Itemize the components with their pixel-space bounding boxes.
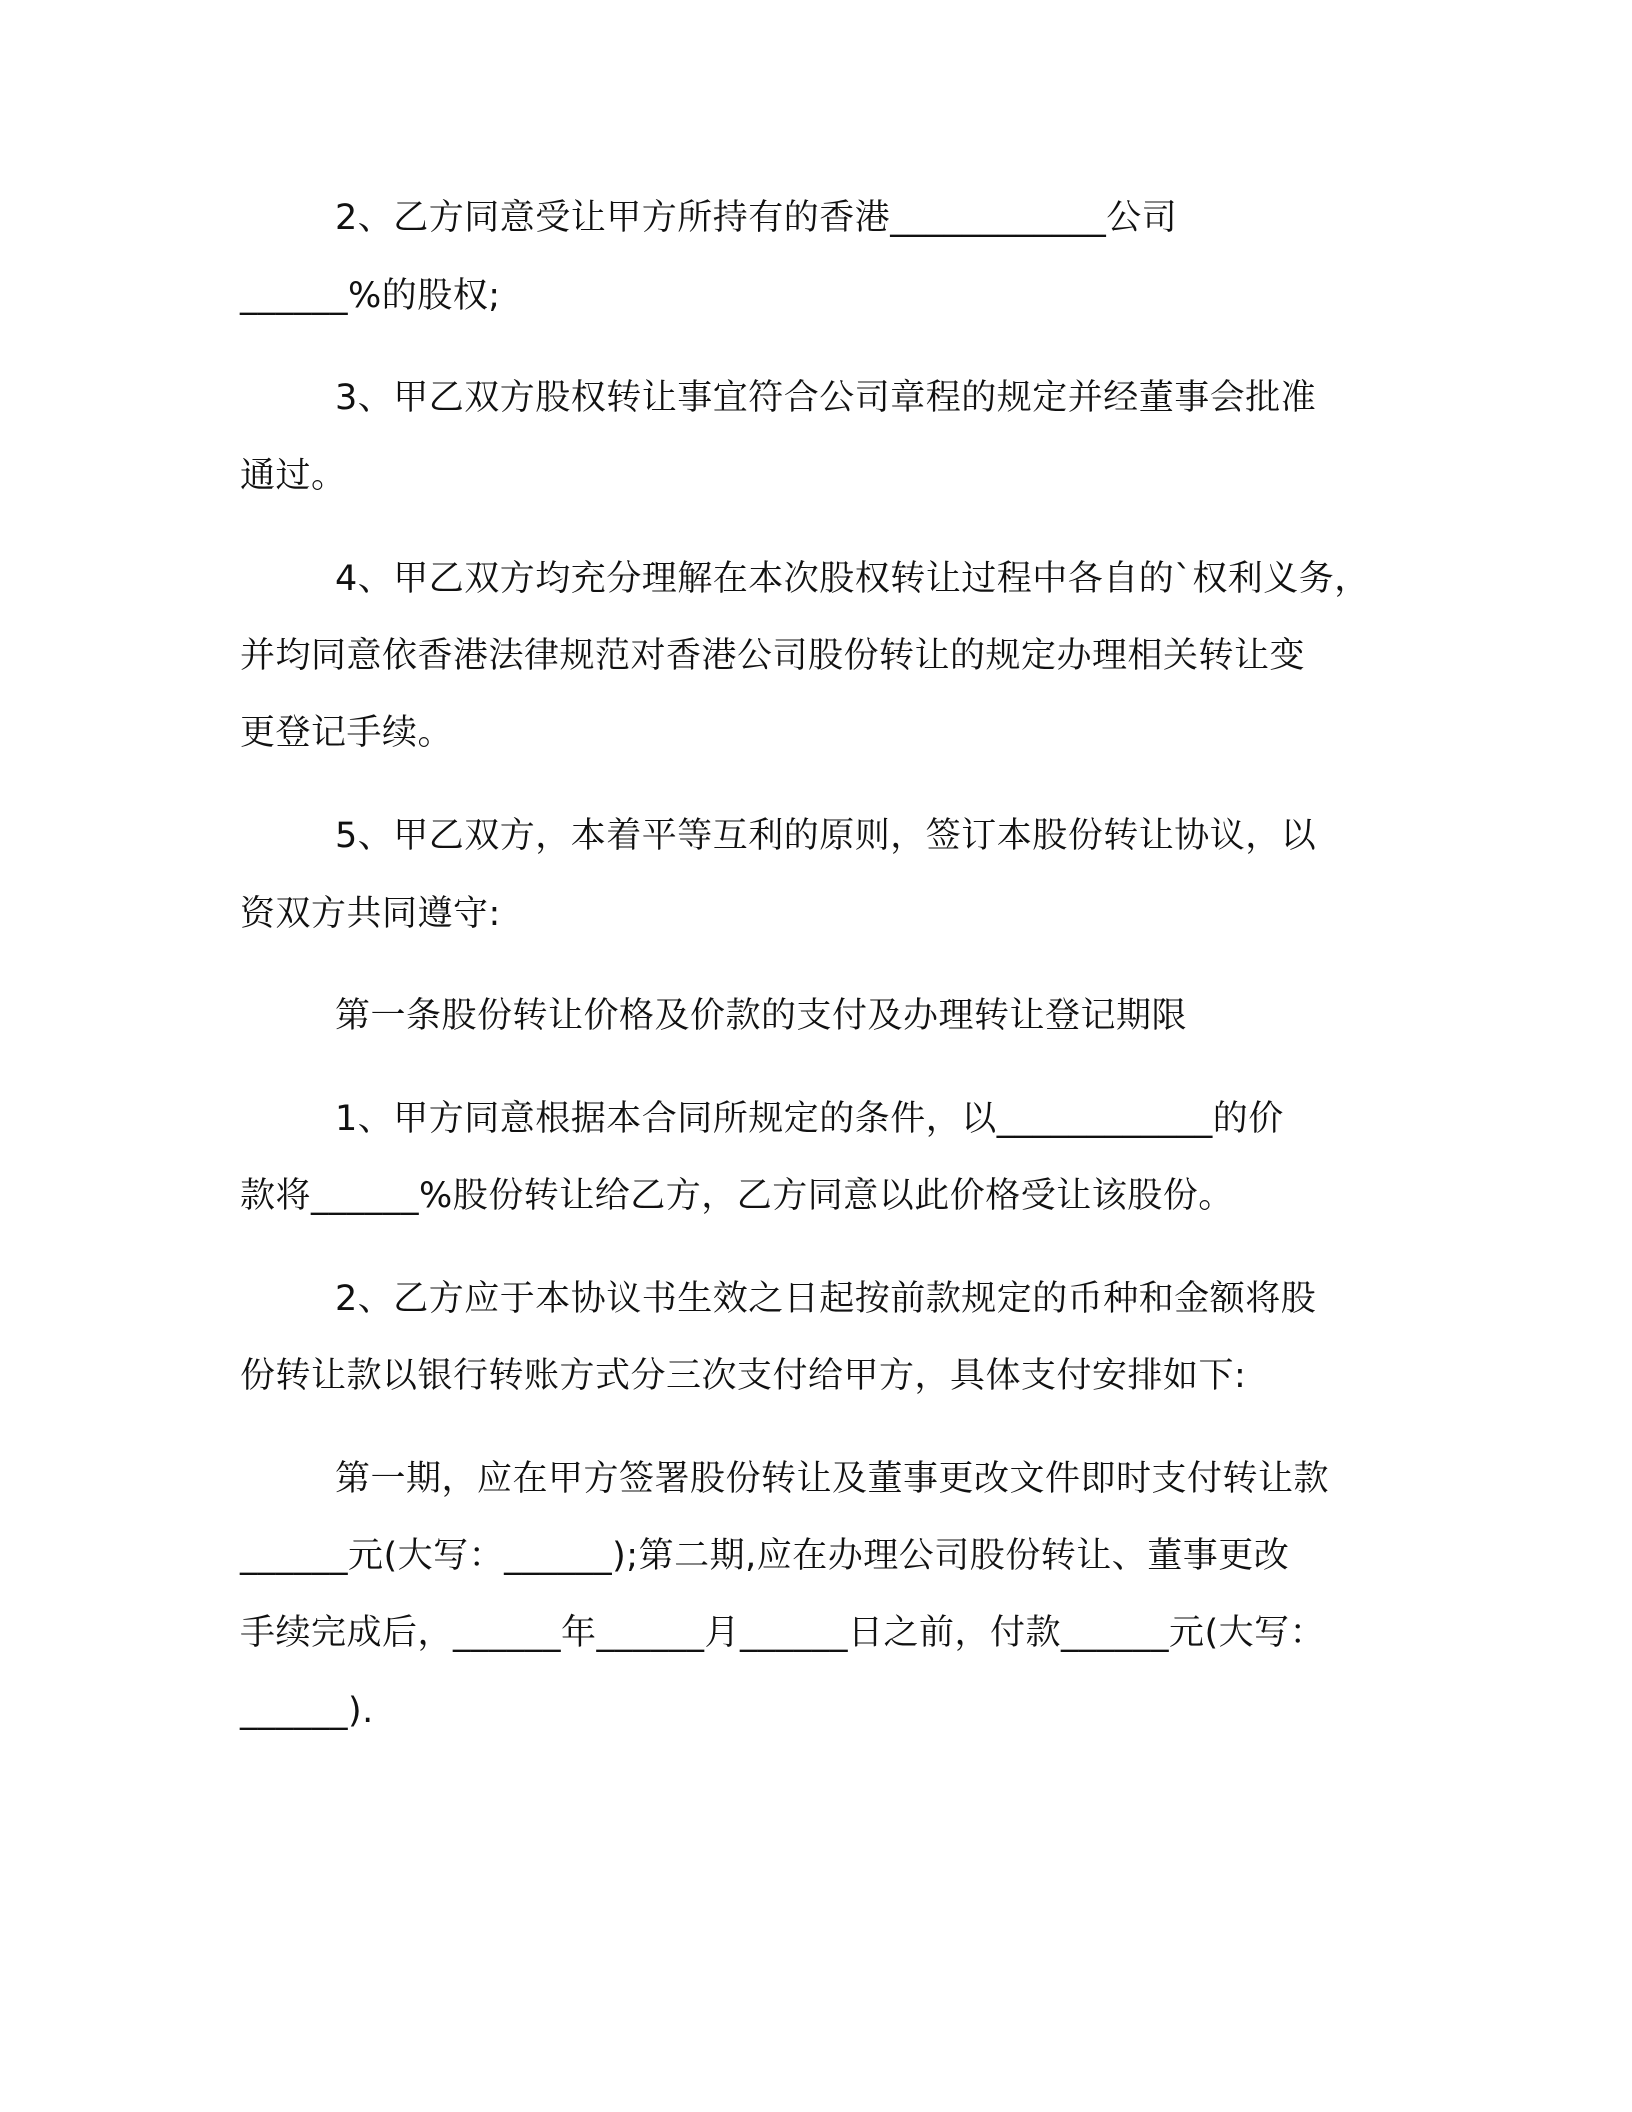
paragraph-2-line-1: 2、乙方同意受让甲方所持有的香港____________公司 <box>335 198 1178 238</box>
payment-schedule-line-4: ______). <box>240 1691 374 1731</box>
paragraph-4-line-3: 更登记手续。 <box>240 713 454 753</box>
article-1-clause-2-line-2: 份转让款以银行转账方式分三次支付给甲方，具体支付安排如下: <box>240 1356 1247 1396</box>
paragraph-3-line-2: 通过。 <box>240 456 347 496</box>
article-1-clause-2-line-1: 2、乙方应于本协议书生效之日起按前款规定的币种和金额将股 <box>335 1279 1317 1319</box>
article-1-clause-1-line-1: 1、甲方同意根据本合同所规定的条件，以____________的价 <box>335 1099 1284 1139</box>
article-1-heading: 第一条股份转让价格及价款的支付及办理转让登记期限 <box>335 996 1188 1036</box>
paragraph-4-line-2: 并均同意依香港法律规范对香港公司股份转让的规定办理相关转让变 <box>240 636 1306 676</box>
payment-schedule-line-1: 第一期，应在甲方签署股份转让及董事更改文件即时支付转让款 <box>335 1459 1330 1499</box>
paragraph-4-line-1: 4、甲乙双方均充分理解在本次股权转让过程中各自的`权利义务， <box>335 559 1370 599</box>
paragraph-5-line-2: 资双方共同遵守: <box>240 894 501 934</box>
article-1-clause-1-line-2: 款将______%股份转让给乙方，乙方同意以此价格受让该股份。 <box>240 1176 1234 1216</box>
paragraph-2-line-2: ______%的股权; <box>240 276 501 316</box>
payment-schedule-line-3: 手续完成后，______年______月______日之前，付款______元(大写： <box>240 1613 1326 1653</box>
paragraph-3-line-1: 3、甲乙双方股权转让事宜符合公司章程的规定并经董事会批准 <box>335 378 1317 418</box>
paragraph-5-line-1: 5、甲乙双方，本着平等互利的原则，签订本股份转让协议，以 <box>335 816 1317 856</box>
payment-schedule-line-2: ______元(大写：______);第二期,应在办理公司股份转让、董事更改 <box>240 1536 1290 1576</box>
